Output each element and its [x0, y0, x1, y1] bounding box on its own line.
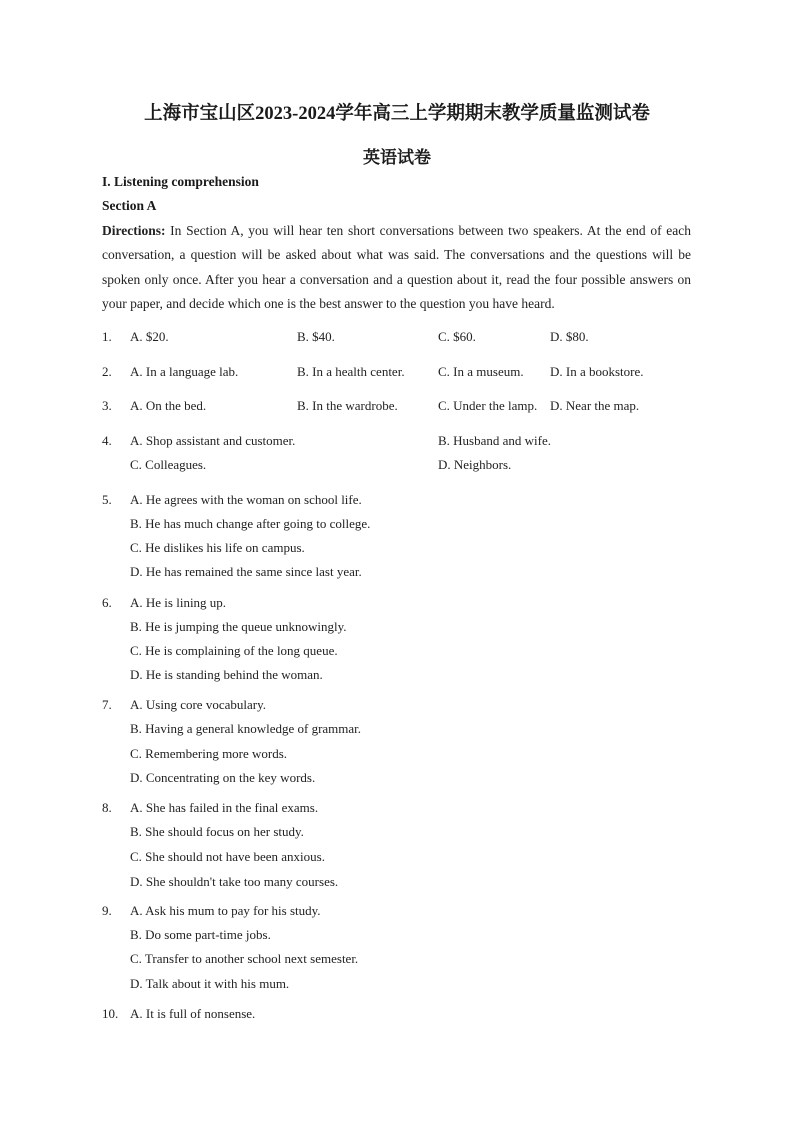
option-a: A. On the bed.: [130, 398, 207, 413]
question-number: 4.: [102, 433, 112, 448]
question-number: 9.: [102, 903, 112, 918]
question-number: 5.: [102, 492, 112, 507]
question-number: 10.: [102, 1006, 119, 1021]
option-a: A. $20.: [130, 329, 169, 344]
option-b: B. He has much change after going to college.: [130, 516, 371, 531]
option-d: D. Near the map.: [550, 398, 640, 413]
option-a: A. She has failed in the final exams.: [130, 800, 319, 815]
exam-subtitle: 英语试卷: [363, 148, 431, 167]
option-d: D. Neighbors.: [438, 457, 512, 472]
option-c: C. $60.: [438, 329, 476, 344]
option-b: B. In the wardrobe.: [297, 398, 398, 413]
option-b: B. Having a general knowledge of grammar.: [130, 721, 362, 736]
option-a: A. Ask his mum to pay for his study.: [130, 903, 321, 918]
option-b: B. She should focus on her study.: [130, 824, 304, 839]
option-c: C. Remembering more words.: [130, 746, 288, 761]
option-a: A. It is full of nonsense.: [130, 1006, 256, 1021]
question-number: 1.: [102, 329, 112, 344]
option-c: C. He is complaining of the long queue.: [130, 643, 338, 658]
option-a: A. He agrees with the woman on school life.: [130, 492, 362, 507]
option-b: B. $40.: [297, 329, 335, 344]
option-d: D. He is standing behind the woman.: [130, 667, 323, 682]
question-number: 7.: [102, 697, 112, 712]
option-c: C. Under the lamp.: [438, 398, 538, 413]
option-c: C. He dislikes his life on campus.: [130, 540, 305, 555]
question-number: 6.: [102, 595, 112, 610]
option-d: D. He has remained the same since last year.: [130, 564, 362, 579]
option-b: B. In a health center.: [297, 364, 405, 379]
option-a: A. Using core vocabulary.: [130, 697, 266, 712]
directions-label: Directions:: [102, 223, 166, 238]
option-d: D. $80.: [550, 329, 589, 344]
directions-text: In Section A, you will hear ten short conversations between two speakers. At the end of each conversation, a question will be asked about what was said. The conversations and the questions will be spoken only once. After you hear a conversation and a question about it, read the four possible answers on your paper, and decide which one is the best answer to the question you have heard.: [102, 223, 691, 312]
exam-title: 上海市宝山区2023-2024学年高三上学期期末教学质量监测试卷: [144, 104, 650, 124]
question-number: 3.: [102, 398, 112, 413]
option-d: D. Concentrating on the key words.: [130, 770, 316, 785]
option-b: B. Do some part-time jobs.: [130, 927, 271, 942]
option-b: B. He is jumping the queue unknowingly.: [130, 619, 347, 634]
question-number: 2.: [102, 364, 112, 379]
option-d: D. Talk about it with his mum.: [130, 976, 290, 991]
option-c: C. In a museum.: [438, 364, 524, 379]
section-heading: Section A: [102, 198, 157, 213]
option-a: A. He is lining up.: [130, 595, 227, 610]
option-c: C. She should not have been anxious.: [130, 849, 325, 864]
directions-paragraph: [102, 219, 691, 317]
option-b: B. Husband and wife.: [438, 433, 552, 448]
question-number: 8.: [102, 800, 112, 815]
option-c: C. Transfer to another school next semester.: [130, 951, 359, 966]
option-d: D. In a bookstore.: [550, 364, 644, 379]
part-heading: I. Listening comprehension: [102, 174, 259, 189]
option-c: C. Colleagues.: [130, 457, 207, 472]
option-a: A. Shop assistant and customer.: [130, 433, 296, 448]
option-d: D. She shouldn't take too many courses.: [130, 874, 339, 889]
option-a: A. In a language lab.: [130, 364, 239, 379]
